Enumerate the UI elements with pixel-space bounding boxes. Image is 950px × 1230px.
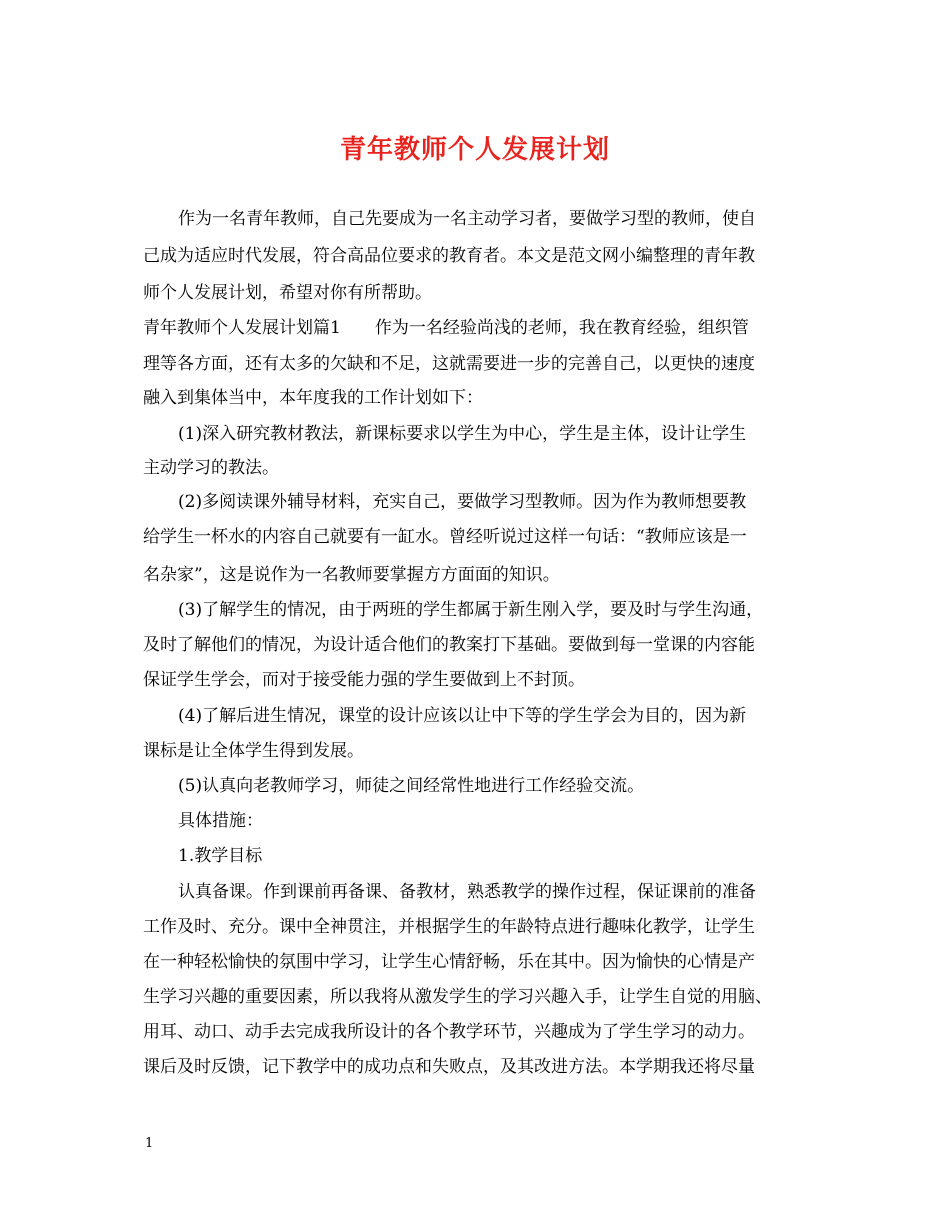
paragraph-line: 用耳、动口、动手去完成我所设计的各个教学环节，兴趣成为了学生学习的动力。 — [143, 1022, 755, 1042]
paragraph-line: 作为一名青年教师，自己先要成为一名主动学习者，要做学习型的教师，使自 — [178, 209, 756, 229]
page-number: 1 — [145, 1136, 154, 1151]
paragraph-line: 在一种轻松愉快的氛围中学习，让学生心情舒畅，乐在其中。因为愉快的心情是产 — [143, 952, 755, 972]
paragraph-line: 青年教师个人发展计划篇1 作为一名经验尚浅的老师，我在教育经验，组织管 — [143, 318, 749, 338]
paragraph-line: (3)了解学生的情况，由于两班的学生都属于新生刚入学，要及时与学生沟通， — [178, 600, 764, 620]
paragraph-line: 认真备课。作到课前再备课、备教材，熟悉教学的操作过程，保证课前的准备 — [178, 882, 756, 902]
paragraph-line: 理等各方面，还有太多的欠缺和不足，这就需要进一步的完善自己，以更快的速度 — [143, 354, 755, 374]
paragraph-line: 保证学生学会，而对于接受能力强的学生要做到上不封顶。 — [143, 670, 585, 690]
paragraph-line: 工作及时、充分。课中全神贯注，并根据学生的年龄特点进行趣味化教学，让学生 — [143, 917, 755, 937]
paragraph-line: 课标是让全体学生得到发展。 — [143, 741, 364, 761]
paragraph-line: 融入到集体当中，本年度我的工作计划如下： — [143, 388, 483, 408]
paragraph-line: (4)了解后进生情况，课堂的设计应该以让中下等的学生学会为目的，因为新 — [178, 706, 747, 726]
document-title: 青年教师个人发展计划 — [339, 135, 610, 165]
paragraph-line: (2)多阅读课外辅导材料，充实自己，要做学习型教师。因为作为教师想要教 — [178, 492, 747, 512]
paragraph-line: 1.教学目标 — [178, 846, 263, 866]
paragraph-line: 师个人发展计划，希望对你有所帮助。 — [143, 283, 432, 303]
paragraph-line: 生学习兴趣的重要因素，所以我将从激发学生的学习兴趣入手，让学生自觉的用脑、 — [143, 987, 772, 1007]
paragraph-line: (1)深入研究教材教法，新课标要求以学生为中心，学生是主体，设计让学生 — [178, 424, 747, 444]
paragraph-line: 及时了解他们的情况，为设计适合他们的教案打下基础。要做到每一堂课的内容能 — [143, 635, 755, 655]
paragraph-line: 己成为适应时代发展，符合高品位要求的教育者。本文是范文网小编整理的青年教 — [143, 246, 755, 266]
paragraph-line: 给学生一杯水的内容自己就要有一缸水。曾经听说过这样一句话：“教师应该是一 — [143, 527, 747, 547]
paragraph-line: 课后及时反馈，记下教学中的成功点和失败点，及其改进方法。本学期我还将尽量 — [143, 1057, 755, 1077]
paragraph-line: 名杂家”，这是说作为一名教师要掌握方方面面的知识。 — [143, 565, 560, 585]
paragraph-line: 主动学习的教法。 — [143, 458, 279, 478]
paragraph-line: (5)认真向老教师学习，师徒之间经常性地进行工作经验交流。 — [178, 776, 645, 796]
paragraph-line: 具体措施： — [178, 811, 263, 831]
